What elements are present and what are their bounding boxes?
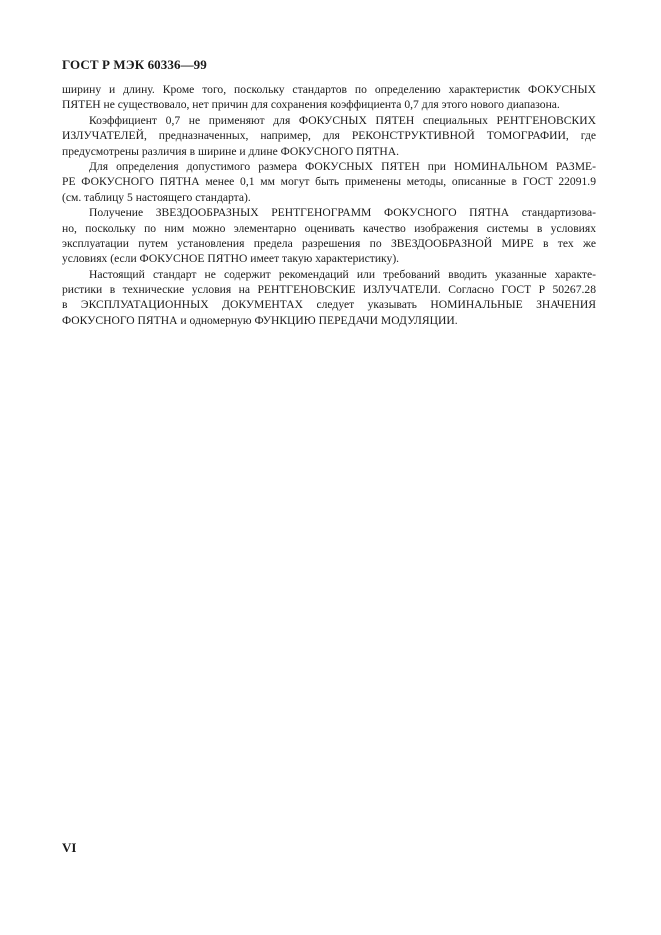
paragraph-5-line-3: в ЭКСПЛУАТАЦИОННЫХ ДОКУМЕНТАХ следует указывать НОМИНАЛЬНЫЕ ЗНАЧЕНИЯ xyxy=(62,298,596,312)
paragraph-3-line-1: Для определения допустимого размера ФОКУСНЫХ ПЯТЕН при НОМИНАЛЬНОМ РАЗМЕ- xyxy=(89,159,596,173)
paragraph-4-line-2: но, поскольку по ним можно элементарно оценивать качество изображения системы в условиях xyxy=(62,221,596,235)
paragraph-3-line-3: (см. таблицу 5 настоящего стандарта). xyxy=(62,190,251,204)
paragraph-4-line-4: условиях (если ФОКУСНОЕ ПЯТНО имеет такую характеристику). xyxy=(62,252,400,266)
paragraph-5-line-2: ристики в технические условия на РЕНТГЕНОВСКИЕ ИЗЛУЧАТЕЛИ. Согласно ГОСТ Р 50267.28 xyxy=(62,283,596,297)
document-body xyxy=(62,82,596,328)
paragraph-3-line-2: РЕ ФОКУСНОГО ПЯТНА менее 0,1 мм могут быть применены методы, описанные в ГОСТ 22091.9 xyxy=(62,175,596,189)
document-header: ГОСТ Р МЭК 60336—99 xyxy=(62,57,207,72)
paragraph-5-line-1: Настоящий стандарт не содержит рекомендаций или требований вводить указанные характе- xyxy=(89,267,596,281)
paragraph-4-line-3: эксплуатации путем установления предела разрешения по ЗВЕЗДООБРАЗНОЙ МИРЕ в тех же xyxy=(62,236,596,250)
paragraph-4-line-1: Получение ЗВЕЗДООБРАЗНЫХ РЕНТГЕНОГРАММ ФОКУСНОГО ПЯТНА стандартизова- xyxy=(89,206,596,220)
paragraph-2-line-3: предусмотрены различия в ширине и длине ФОКУСНОГО ПЯТНА. xyxy=(62,144,400,158)
page-number: VI xyxy=(62,840,77,855)
paragraph-2-line-1: Коэффициент 0,7 не применяют для ФОКУСНЫХ ПЯТЕН специальных РЕНТГЕНОВСКИХ xyxy=(89,113,596,127)
paragraph-2-line-2: ИЗЛУЧАТЕЛЕЙ, предназначенных, например, для РЕКОНСТРУКТИВНОЙ ТОМОГРАФИИ, где xyxy=(62,129,596,143)
paragraph-1-line-2: ПЯТЕН не существовало, нет причин для сохранения коэффициента 0,7 для этого нового диапазона. xyxy=(62,98,560,112)
paragraph-5-line-4: ФОКУСНОГО ПЯТНА и одномерную ФУНКЦИЮ ПЕРЕДАЧИ МОДУЛЯЦИИ. xyxy=(62,313,458,327)
paragraph-1-line-1: ширину и длину. Кроме того, поскольку стандартов по определению характеристик ФОКУСНЫХ xyxy=(62,83,596,96)
